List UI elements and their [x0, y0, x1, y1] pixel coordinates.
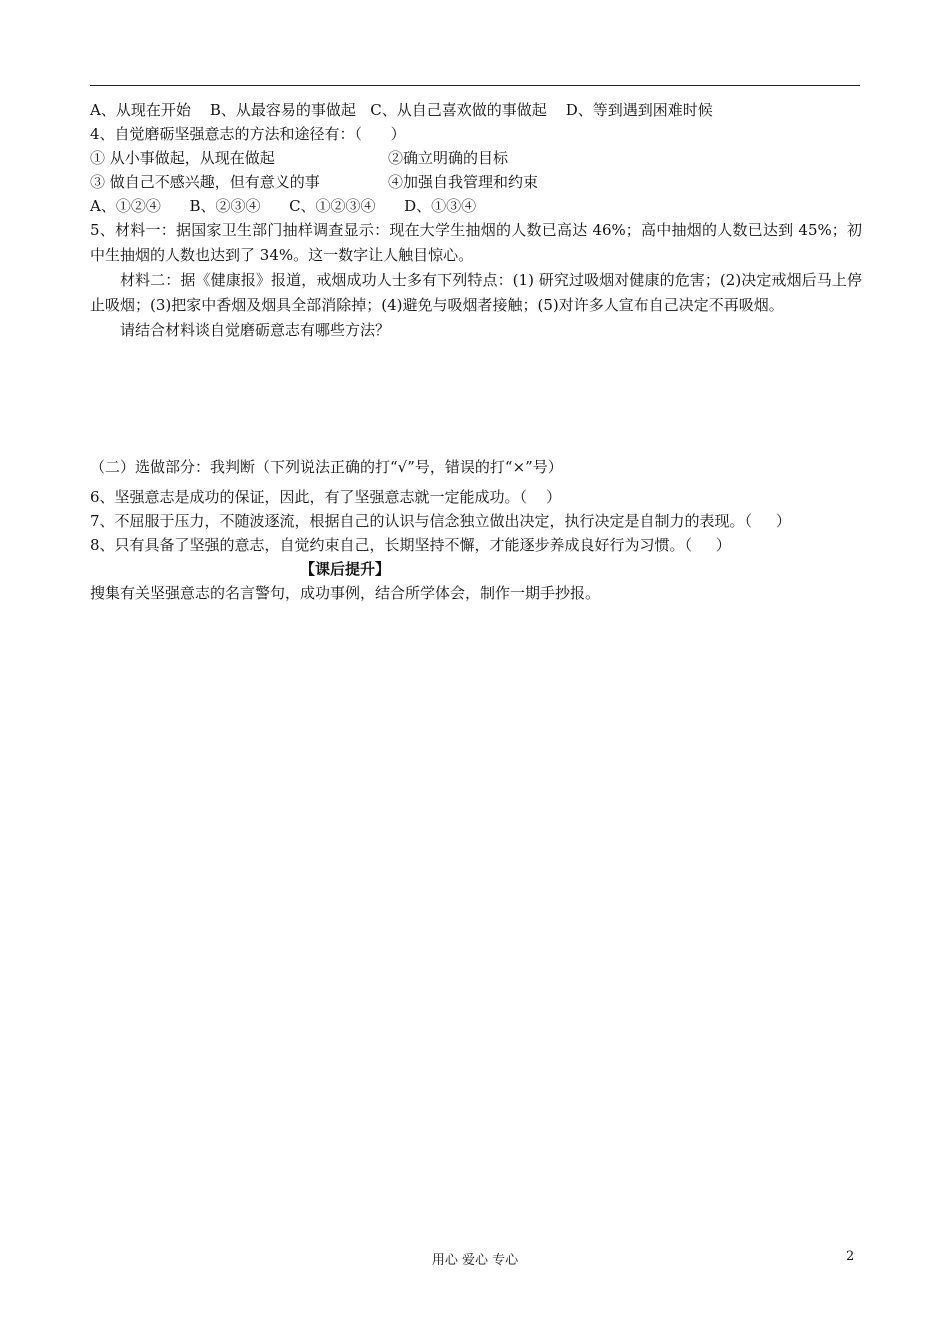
q3-options: A、从现在开始 B、从最容易的事做起 C、从自己喜欢做的事做起 D、等到遇到困难时候 — [90, 101, 713, 119]
question-8: 8、只有具备了坚强的意志，自觉约束自己，长期坚持不懈，才能逐步养成良好行为习惯。（ ） — [90, 536, 731, 554]
q4-stem: 4、自觉磨砺坚强意志的方法和途径有：（ ） — [90, 125, 406, 143]
question-6: 6、坚强意志是成功的保证，因此，有了坚强意志就一定能成功。（ ） — [90, 488, 562, 506]
q4-options: A、①②④ B、②③④ C、①②③④ D、①③④ — [90, 197, 477, 215]
section-two-title: （二）选做部分：我判断（下列说法正确的打“√”号，错误的打“×”号） — [90, 458, 563, 476]
q4-items-row-2 — [90, 170, 862, 194]
q4-item-3: ③ 做自己不感兴趣，但有意义的事 — [90, 173, 320, 191]
q4-item-4: ④加强自我管理和约束 — [388, 173, 539, 191]
q4-items-row-1 — [90, 146, 862, 170]
q5-material-one: 5、材料一：据国家卫生部门抽样调查显示：现在大学生抽烟的人数已高达 46%；高中抽烟的人数已达到 45%；初中生抽烟的人数也达到了 34%。这一数字让人触目惊心。 — [90, 221, 862, 264]
q5-question: 请结合材料谈自觉磨砺意志有哪些方法？ — [120, 321, 391, 339]
page-number: 2 — [846, 1249, 855, 1264]
q4-item-1: ① 从小事做起，从现在做起 — [90, 149, 275, 167]
document-body — [90, 98, 862, 605]
after-class-task: 搜集有关坚强意志的名言警句，成功事例，结合所学体会，制作一期手抄报。 — [90, 584, 601, 602]
footer-motto: 用心 爱心 专心 — [431, 1253, 519, 1268]
q5-material-two: 材料二：据《健康报》报道，戒烟成功人士多有下列特点：(1) 研究过吸烟对健康的危害；(2)决定戒烟后马上停止吸烟；(3)把家中香烟及烟具全部消除掉；(4)避免与吸烟者接触；(5)对许多人宣布自己决定不再吸烟。 — [90, 271, 862, 314]
header-rule — [90, 85, 860, 86]
question-7: 7、不屈服于压力，不随波逐流，根据自己的认识与信念独立做出决定，执行决定是自制力的表现。（ ） — [90, 512, 791, 530]
q4-item-2: ②确立明确的目标 — [388, 149, 509, 167]
answer-space — [90, 343, 862, 455]
after-class-heading: 【课后提升】 — [300, 560, 391, 578]
